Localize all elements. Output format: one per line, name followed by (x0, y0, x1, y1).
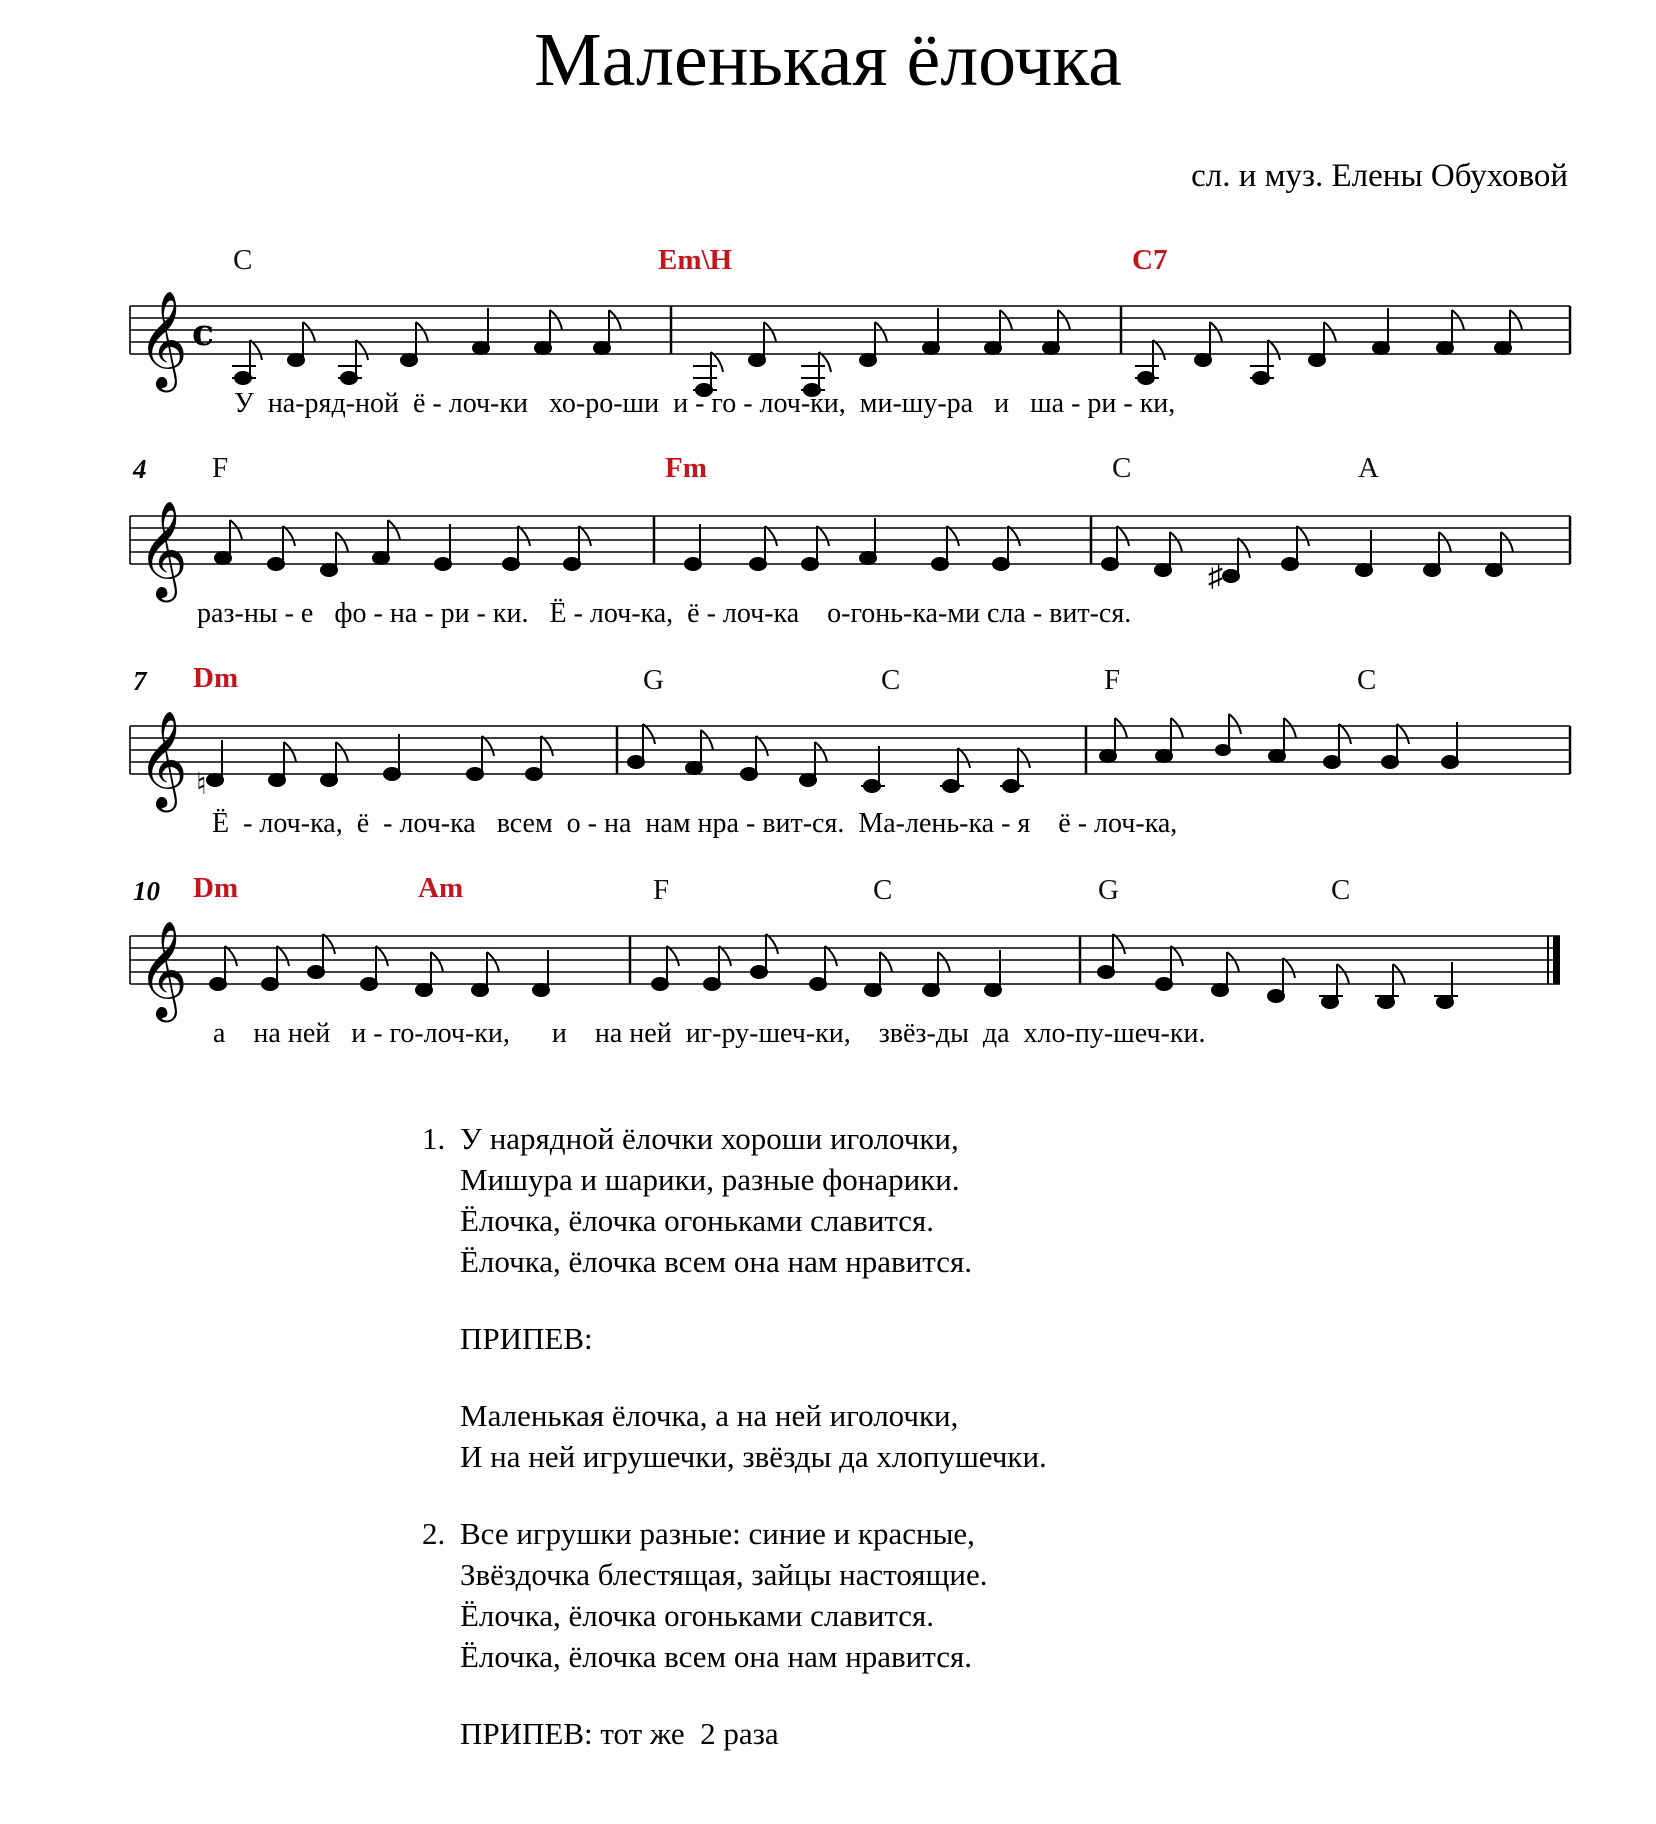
chord-label: A (1358, 452, 1379, 484)
page-title: Маленькая ёлочка (534, 18, 1122, 102)
author-credit: сл. и муз. Елены Обуховой (1191, 158, 1568, 194)
verse-line: У нарядной ёлочки хороши иголочки, (460, 1121, 959, 1156)
verse-line: Звёздочка блестящая, зайцы настоящие. (460, 1557, 988, 1592)
measure-number: 4 (133, 454, 147, 484)
final-refrain-note: ПРИПЕВ: тот же 2 раза (460, 1716, 779, 1751)
verse-line: Все игрушки разные: синие и красные, (460, 1516, 975, 1551)
chord-label: C7 (1132, 244, 1168, 276)
lyrics-line: Ё - лоч-ка, ё - лоч-ка всем о - на нам нра - вит-ся. Ма-лень-ка - я ё - лоч-ка, (212, 808, 1178, 839)
refrain-label: ПРИПЕВ: (460, 1321, 593, 1356)
treble-clef-icon: 𝄞 (138, 500, 188, 598)
chord-label: F (212, 452, 229, 484)
chord-label: C (233, 244, 253, 276)
chord-label: Dm (193, 662, 239, 694)
verse-line: Мишура и шарики, разные фонарики. (460, 1162, 960, 1197)
chord-label: Dm (193, 872, 239, 904)
chord-label: C (881, 664, 901, 696)
treble-clef-icon: 𝄞 (138, 920, 188, 1018)
treble-clef-icon: 𝄞 (138, 710, 188, 808)
chord-label: F (1104, 664, 1121, 696)
natural-icon: ♮ (196, 768, 207, 801)
chord-label: G (1098, 874, 1119, 906)
refrain (460, 1395, 1047, 1477)
verse-2 (422, 1513, 1047, 1677)
treble-clef-icon: 𝄞 (138, 290, 188, 388)
song-text (422, 1118, 1047, 1754)
time-signature-icon: c (192, 312, 214, 354)
chord-label: C (873, 874, 893, 906)
chord-label: Am (418, 872, 464, 904)
refrain-line: И на ней игрушечки, звёзды да хлопушечки. (460, 1439, 1047, 1474)
chord-label: G (643, 664, 664, 696)
chord-label: Fm (665, 452, 707, 484)
lyrics-line: У на-ряд-ной ё - лоч-ки хо-ро-ши и - го - лоч-ки, ми-шу-ра и ша - ри - ки, (234, 388, 1176, 419)
notes-group (210, 934, 1458, 1008)
verse-number: 2. (422, 1516, 446, 1551)
lyrics-line: раз-ны - е фо - на - ри - ки. Ё - лоч-ка, ё - лоч-ка о-гонь-ка-ми сла - вит-ся. (197, 598, 1132, 629)
chord-label: C (1112, 452, 1132, 484)
chord-label: C (1357, 664, 1377, 696)
verse-line: Ёлочка, ёлочка огоньками славится. (460, 1598, 935, 1633)
measure-number: 7 (133, 666, 147, 696)
measure-number: 10 (133, 876, 160, 906)
verse-number: 1. (422, 1121, 446, 1156)
verse-line: Ёлочка, ёлочка всем она нам нравится. (460, 1639, 972, 1674)
chord-label: C (1331, 874, 1351, 906)
chord-label: Em\H (658, 244, 733, 276)
refrain-line: Маленькая ёлочка, а на ней иголочки, (460, 1398, 959, 1433)
chord-label: F (653, 874, 670, 906)
lyrics-line: а на ней и - го-лоч-ки, и на ней иг-ру-шеч-ки, звёз-ды да хло-пу-шеч-ки. (213, 1018, 1206, 1049)
verse-line: Ёлочка, ёлочка всем она нам нравится. (460, 1244, 972, 1279)
sharp-icon: ♯ (1208, 560, 1223, 593)
verse-line: Ёлочка, ёлочка огоньками славится. (460, 1203, 935, 1238)
verse-1 (422, 1118, 1047, 1282)
